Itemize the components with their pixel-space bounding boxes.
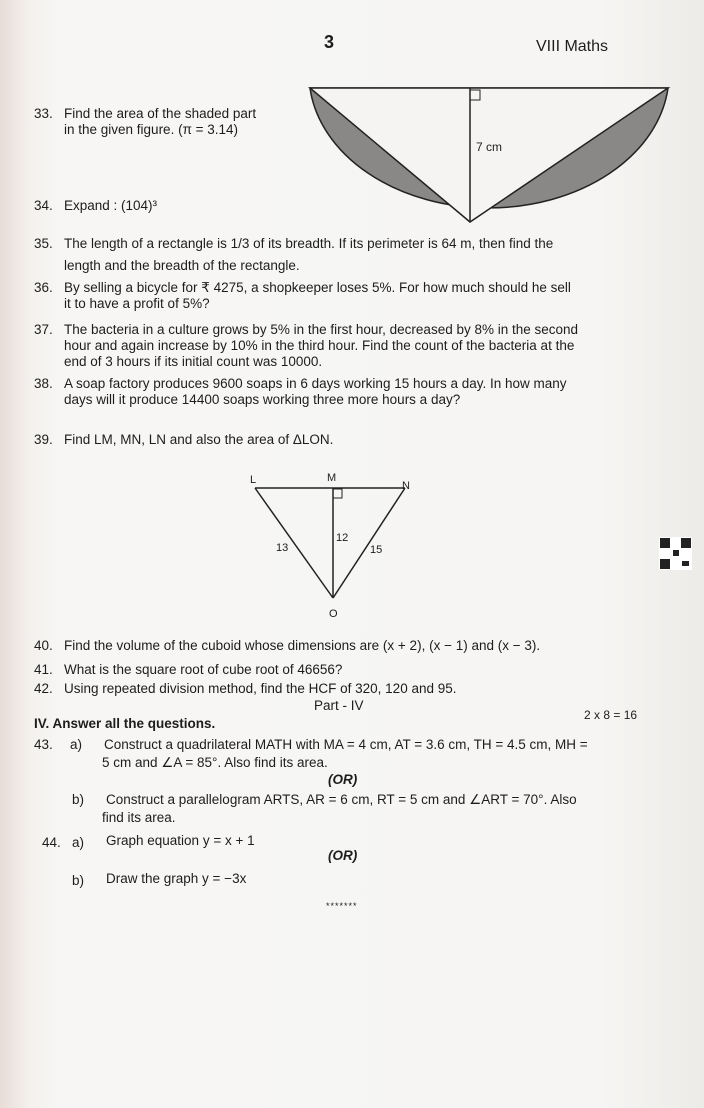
question-text: hour and again increase by 10% in the third hour. Find the count of the bacteria at the — [64, 338, 575, 353]
question-44-number: 44. — [42, 835, 61, 850]
question-text: Find the area of the shaded part — [64, 106, 257, 121]
height-label: 7 cm — [476, 140, 503, 154]
question-41 — [34, 662, 634, 678]
question-number: 39. — [34, 432, 53, 447]
question-number: 40. — [34, 638, 53, 653]
question-text: Using repeated division method, find the HCF of 320, 120 and 95. — [64, 681, 457, 696]
question-40 — [34, 638, 634, 654]
question-text: find its area. — [102, 810, 176, 825]
question-text: Construct a quadrilateral MATH with MA = 4 cm, AT = 3.6 cm, TH = 4.5 cm, MH = — [104, 737, 588, 752]
page-number: 3 — [324, 32, 335, 52]
question-text: By selling a bicycle for ₹ 4275, a shopkeeper loses 5%. For how much should he sell — [64, 280, 571, 295]
question-text: length and the breadth of the rectangle. — [64, 258, 300, 273]
question-number: 35. — [34, 236, 53, 251]
question-42 — [34, 681, 634, 697]
vertex-label-n: N — [402, 480, 410, 492]
vertex-label-o: O — [329, 608, 338, 620]
question-text: Construct a parallelogram ARTS, AR = 6 cm, RT = 5 cm and ∠ART = 70°. Also — [106, 792, 577, 807]
side-lo-label: 13 — [276, 542, 289, 554]
question-text: The length of a rectangle is 1/3 of its breadth. If its perimeter is 64 m, then find the — [64, 236, 554, 251]
option-b-label: b) — [72, 792, 85, 807]
question-text: in the given figure. (π = 3.14) — [64, 122, 239, 137]
question-text: Graph equation y = x + 1 — [106, 833, 255, 848]
question-number: 38. — [34, 376, 53, 391]
question-number: 33. — [34, 106, 53, 121]
question-text: What is the square root of cube root of 46656? — [64, 662, 343, 677]
question-text: The bacteria in a culture grows by 5% in the first hour, decreased by 8% in the second — [64, 322, 579, 337]
marks-label: 2 x 8 = 16 — [584, 708, 638, 722]
question-text: days will it produce 14400 soaps working three more hours a day? — [64, 392, 461, 407]
or-label: (OR) — [328, 848, 358, 863]
question-text: A soap factory produces 9600 soaps in 6 days working 15 hours a day. In how many — [64, 376, 567, 391]
question-43-number: 43. — [34, 737, 53, 752]
question-text: Expand : (104)³ — [64, 198, 158, 213]
subject-title: VIII Maths — [536, 38, 609, 55]
section-instruction: IV. Answer all the questions. — [34, 716, 216, 731]
question-text: it to have a profit of 5%? — [64, 296, 210, 311]
question-number: 37. — [34, 322, 53, 337]
question-text: 5 cm and ∠A = 85°. Also find its area. — [102, 755, 328, 770]
vertex-label-l: L — [250, 474, 257, 486]
question-number: 36. — [34, 280, 53, 295]
question-text: end of 3 hours if its initial count was 10000. — [64, 354, 323, 369]
vertex-label-m: M — [327, 472, 337, 484]
or-label: (OR) — [328, 772, 358, 787]
question-text: Find LM, MN, LN and also the area of ΔLON. — [64, 432, 334, 447]
option-a-label: a) — [72, 835, 85, 850]
option-a-label: a) — [70, 737, 83, 752]
question-number: 42. — [34, 681, 53, 696]
part-title: Part - IV — [314, 698, 364, 713]
side-mo-label: 12 — [336, 532, 349, 544]
question-text: Find the volume of the cuboid whose dimensions are (x + 2), (x − 1) and (x − 3). — [64, 638, 541, 653]
question-number: 34. — [34, 198, 53, 213]
option-b-label: b) — [72, 873, 85, 888]
question-number: 41. — [34, 662, 53, 677]
question-text: Draw the graph y = −3x — [106, 871, 247, 886]
end-mark: ******* — [326, 901, 358, 911]
side-no-label: 15 — [370, 544, 383, 556]
